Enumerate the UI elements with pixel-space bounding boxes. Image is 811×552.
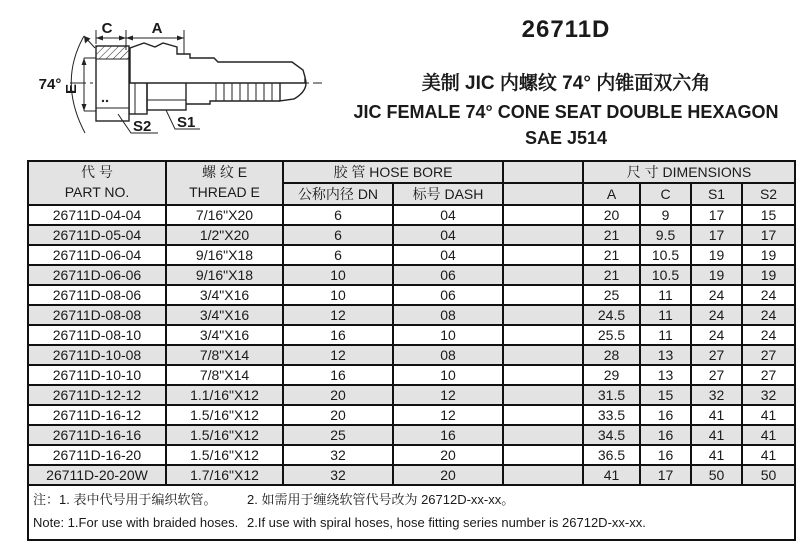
cell-dn: 12 (283, 345, 393, 365)
cell-s2: 24 (742, 285, 795, 305)
cell-dash: 04 (393, 225, 503, 245)
cell-s2: 24 (742, 305, 795, 325)
cell-c: 9 (640, 205, 691, 225)
cell-part-no: 26711D-08-10 (28, 325, 166, 345)
cell-spacer (503, 305, 583, 325)
table-row (28, 405, 795, 425)
cell-thread: 1.5/16"X12 (166, 445, 283, 465)
cell-spacer (503, 205, 583, 225)
cell-s2: 41 (742, 445, 795, 465)
cell-s2: 19 (742, 265, 795, 285)
cell-s1: 24 (691, 285, 742, 305)
cell-dash: 04 (393, 245, 503, 265)
cell-s1: 19 (691, 245, 742, 265)
cell-s1: 17 (691, 225, 742, 245)
note-line-chinese (33, 489, 790, 512)
cell-dash: 16 (393, 425, 503, 445)
cell-a: 33.5 (583, 405, 640, 425)
s1-label: S1 (177, 114, 196, 131)
header-thread-cn: 螺 纹 E (201, 164, 248, 181)
cell-c: 17 (640, 465, 691, 485)
cell-a: 25 (583, 285, 640, 305)
cell-thread: 1/2"X20 (166, 225, 283, 245)
header-part-no-cn: 代 号 (81, 164, 113, 181)
cell-s2: 32 (742, 385, 795, 405)
s2-label: S2 (133, 118, 152, 135)
table-row (28, 305, 795, 325)
cell-spacer (503, 325, 583, 345)
cell-a: 24.5 (583, 305, 640, 325)
header-dash: 标号 DASH (393, 183, 503, 205)
cell-c: 15 (640, 385, 691, 405)
cell-dash: 08 (393, 305, 503, 325)
cell-part-no: 26711D-16-12 (28, 405, 166, 425)
cell-dn: 6 (283, 225, 393, 245)
cell-c: 11 (640, 305, 691, 325)
cell-a: 21 (583, 265, 640, 285)
cell-dash: 10 (393, 325, 503, 345)
cell-c: 13 (640, 365, 691, 385)
note-cn-2: 2. 如需用于缠绕软管代号改为 26712D-xx-xx。 (247, 492, 515, 507)
cell-s2: 24 (742, 325, 795, 345)
header-dn: 公称内径 DN (283, 183, 393, 205)
cell-a: 21 (583, 245, 640, 265)
cell-a: 34.5 (583, 425, 640, 445)
cell-part-no: 26711D-16-20 (28, 445, 166, 465)
cell-a: 20 (583, 205, 640, 225)
cell-c: 16 (640, 445, 691, 465)
cell-c: 16 (640, 405, 691, 425)
dim-c-label: C (101, 20, 113, 37)
cell-s1: 41 (691, 405, 742, 425)
cell-c: 9.5 (640, 225, 691, 245)
table-row (28, 465, 795, 485)
cell-part-no: 26711D-06-06 (28, 265, 166, 285)
cell-s2: 27 (742, 345, 795, 365)
cell-dn: 10 (283, 285, 393, 305)
cell-c: 11 (640, 285, 691, 305)
table-row (28, 425, 795, 445)
header-hose-bore-group: 胶 管 HOSE BORE (283, 161, 503, 183)
cell-thread: 1.5/16"X12 (166, 405, 283, 425)
cell-thread: 3/4"X16 (166, 325, 283, 345)
cell-thread: 3/4"X16 (166, 305, 283, 325)
fitting-drawing-svg (14, 2, 348, 154)
header-thread (166, 161, 283, 205)
spec-table (27, 160, 796, 541)
cell-part-no: 26711D-12-12 (28, 385, 166, 405)
cell-spacer (503, 245, 583, 265)
table-row (28, 345, 795, 365)
cell-spacer (503, 225, 583, 245)
cell-dn: 10 (283, 265, 393, 285)
cell-s2: 15 (742, 205, 795, 225)
header-dimensions-group: 尺 寸 DIMENSIONS (583, 161, 795, 183)
table-row (28, 205, 795, 225)
cell-s1: 24 (691, 305, 742, 325)
cell-s2: 41 (742, 425, 795, 445)
cell-spacer (503, 365, 583, 385)
cell-s2: 41 (742, 405, 795, 425)
cell-a: 41 (583, 465, 640, 485)
table-body (28, 205, 795, 485)
cell-thread: 1.1/16"X12 (166, 385, 283, 405)
header-dim-s1: S1 (691, 183, 742, 205)
cell-a: 21 (583, 225, 640, 245)
cell-thread: 9/16"X18 (166, 265, 283, 285)
cell-c: 10.5 (640, 265, 691, 285)
title-block (330, 16, 802, 149)
cell-dash: 06 (393, 285, 503, 305)
cell-dn: 16 (283, 325, 393, 345)
cell-dash: 10 (393, 365, 503, 385)
cell-dn: 25 (283, 425, 393, 445)
cell-s2: 27 (742, 365, 795, 385)
cell-s1: 27 (691, 365, 742, 385)
header-dim-s2: S2 (742, 183, 795, 205)
cell-thread: 9/16"X18 (166, 245, 283, 265)
cell-part-no: 26711D-08-06 (28, 285, 166, 305)
cell-thread: 3/4"X16 (166, 285, 283, 305)
cell-s2: 50 (742, 465, 795, 485)
cell-s1: 27 (691, 345, 742, 365)
cell-part-no: 26711D-10-08 (28, 345, 166, 365)
header-dim-c: C (640, 183, 691, 205)
cell-s2: 19 (742, 245, 795, 265)
page-title: 26711D (521, 16, 611, 43)
header-thread-en: THREAD E (189, 184, 260, 200)
cell-a: 31.5 (583, 385, 640, 405)
cell-part-no: 26711D-16-16 (28, 425, 166, 445)
table-header (28, 161, 795, 205)
table-row (28, 325, 795, 345)
cell-s1: 32 (691, 385, 742, 405)
cell-c: 13 (640, 345, 691, 365)
cell-a: 36.5 (583, 445, 640, 465)
cell-c: 16 (640, 425, 691, 445)
cell-c: 10.5 (640, 245, 691, 265)
cell-s1: 50 (691, 465, 742, 485)
cell-part-no: 26711D-04-04 (28, 205, 166, 225)
cell-dn: 20 (283, 405, 393, 425)
cell-dash: 08 (393, 345, 503, 365)
cell-s1: 17 (691, 205, 742, 225)
cell-s1: 41 (691, 425, 742, 445)
header-dim-a: A (583, 183, 640, 205)
cell-dash: 12 (393, 405, 503, 425)
table-row (28, 285, 795, 305)
cell-thread: 7/8"X14 (166, 365, 283, 385)
cell-dn: 6 (283, 205, 393, 225)
angle-label: 74° (38, 76, 62, 93)
cell-part-no: 26711D-08-08 (28, 305, 166, 325)
table-row (28, 265, 795, 285)
fitting-diagram (14, 2, 348, 154)
subtitle-chinese: 美制 JIC 内螺纹 74° 内锥面双六角 (421, 73, 711, 94)
cell-part-no: 26711D-06-04 (28, 245, 166, 265)
table-row (28, 385, 795, 405)
cell-a: 28 (583, 345, 640, 365)
cell-part-no: 26711D-10-10 (28, 365, 166, 385)
cell-s2: 17 (742, 225, 795, 245)
cell-spacer (503, 285, 583, 305)
cell-dn: 16 (283, 365, 393, 385)
table-row (28, 245, 795, 265)
cell-c: 11 (640, 325, 691, 345)
header-spacer (503, 161, 583, 183)
cell-dash: 04 (393, 205, 503, 225)
cell-thread: 7/16"X20 (166, 205, 283, 225)
cell-part-no: 26711D-20-20W (28, 465, 166, 485)
cell-dn: 32 (283, 465, 393, 485)
table-row (28, 445, 795, 465)
cell-spacer (503, 425, 583, 445)
cell-spacer (503, 465, 583, 485)
cell-thread: 1.7/16"X12 (166, 465, 283, 485)
cell-s1: 41 (691, 445, 742, 465)
header-spacer (503, 183, 583, 205)
cell-dn: 6 (283, 245, 393, 265)
cell-a: 25.5 (583, 325, 640, 345)
cell-s1: 24 (691, 325, 742, 345)
subtitle-english: JIC FEMALE 74° CONE SEAT DOUBLE HEXAGON (353, 102, 779, 122)
notes-cell (28, 485, 795, 540)
cell-spacer (503, 265, 583, 285)
cell-spacer (503, 385, 583, 405)
cell-thread: 7/8"X14 (166, 345, 283, 365)
note-en-2: 2.If use with spiral hoses, hose fitting series number is 26712D-xx-xx. (247, 514, 646, 530)
cell-dash: 06 (393, 265, 503, 285)
dim-e-label: E (63, 83, 80, 95)
cell-a: 29 (583, 365, 640, 385)
table-row (28, 225, 795, 245)
cell-s1: 19 (691, 265, 742, 285)
cell-dn: 20 (283, 385, 393, 405)
note-cn-1: 注：1. 表中代号用于编织软管。 (33, 492, 217, 507)
cell-dash: 12 (393, 385, 503, 405)
cell-dn: 12 (283, 305, 393, 325)
cell-part-no: 26711D-05-04 (28, 225, 166, 245)
table-row (28, 365, 795, 385)
standard-reference: SAE J514 (524, 128, 608, 148)
cell-dn: 32 (283, 445, 393, 465)
cell-dash: 20 (393, 465, 503, 485)
note-line-english (33, 512, 790, 535)
header-part-no (28, 161, 166, 205)
cell-spacer (503, 405, 583, 425)
note-en-1: Note: 1.For use with braided hoses. (33, 514, 239, 530)
header-part-no-en: PART NO. (64, 184, 130, 200)
cell-thread: 1.5/16"X12 (166, 425, 283, 445)
dim-a-label: A (151, 20, 163, 37)
cell-dash: 20 (393, 445, 503, 465)
cell-spacer (503, 345, 583, 365)
cell-spacer (503, 445, 583, 465)
